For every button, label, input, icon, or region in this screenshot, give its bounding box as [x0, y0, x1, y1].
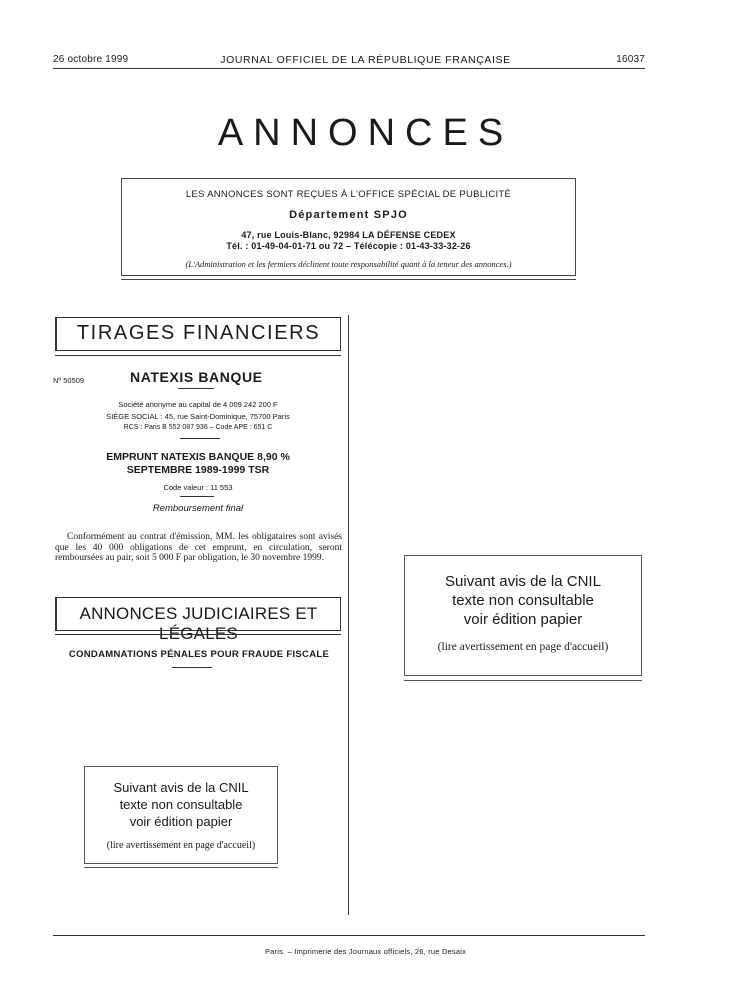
- code-underline: [180, 496, 214, 497]
- header-rule: [53, 68, 645, 69]
- emprunt-title-line1: EMPRUNT NATEXIS BANQUE 8,90 %: [106, 451, 290, 463]
- cnil-notice-box: [84, 766, 278, 864]
- company-name: NATEXIS BANQUE: [130, 369, 263, 385]
- info-address: 47, rue Louis-Blanc, 92984 LA DÉFENSE CEDEX: [241, 230, 456, 240]
- column-divider: [348, 315, 349, 915]
- section-heading-rule: [55, 355, 341, 356]
- company-rcs: RCS : Paris B 552 087 936 – Code APE : 651 C: [123, 424, 273, 431]
- emprunt-title-line2: SEPTEMBRE 1989-1999 TSR: [126, 464, 270, 476]
- company-siege: SIÈGE SOCIAL : 45, rue Saint-Dominique, 75700 Paris: [106, 412, 290, 421]
- info-department: Département SPJO: [289, 209, 408, 221]
- code-valeur: Code valeur : 11 553: [163, 483, 233, 492]
- cnil-line1: Suivant avis de la CNIL: [445, 573, 601, 590]
- page-title: ANNONCES: [217, 112, 514, 154]
- cnil-notice-box: [404, 555, 642, 676]
- notice-number: Nº 50509: [53, 376, 85, 385]
- journal-title: JOURNAL OFFICIEL DE LA RÉPUBLIQUE FRANÇAISE: [220, 54, 511, 66]
- section-heading-judiciaires: ANNONCES JUDICIAIRES ET LÉGALES: [55, 597, 341, 631]
- company-info-underline: [180, 438, 220, 439]
- company-capital: Société anonyme au capital de 4 009 242 200 F: [118, 400, 278, 409]
- footer-rule: [53, 935, 645, 936]
- cnil-line2: texte non consultable: [119, 797, 243, 812]
- notice-body: Conformément au contrat d'émission, MM. les obligataires sont avisés que les 40 000 obligations de cet emprunt, en circulation, seront remboursées au pair, soit 5 000 F par obligation, le 30 novembre 1999.: [55, 532, 342, 563]
- section-heading-rule: [55, 634, 341, 635]
- info-phone: Tél. : 01-49-04-01-71 ou 72 – Télécopie : 01-43-33-32-26: [226, 241, 471, 251]
- cnil-line2: texte non consultable: [452, 592, 594, 609]
- page-number: 16037: [616, 54, 645, 65]
- cnil-note: (lire avertissement en page d'accueil): [106, 840, 256, 851]
- section-subheading: CONDAMNATIONS PÉNALES POUR FRAUDE FISCALE: [68, 649, 330, 660]
- publicity-info-box: [121, 178, 576, 276]
- cnil-line3: voir édition papier: [463, 611, 583, 628]
- issue-date: 26 octobre 1999: [53, 54, 129, 65]
- cnil-box-rule: [404, 680, 642, 681]
- cnil-note: (lire avertissement en page d'accueil): [437, 641, 609, 653]
- cnil-line1: Suivant avis de la CNIL: [113, 780, 249, 795]
- info-disclaimer: (L'Administration et les fermiers déclinent toute responsabilité quant à la teneur des annonces.): [185, 259, 512, 269]
- printer-footer: Paris. – Imprimerie des Journaux officiels, 26, rue Desaix: [264, 947, 467, 956]
- remboursement-label: Remboursement final: [152, 503, 244, 514]
- section-heading-tirages: TIRAGES FINANCIERS: [55, 317, 341, 351]
- info-line-reception: LES ANNONCES SONT REÇUES À L'OFFICE SPÉCIAL DE PUBLICITÉ: [185, 189, 512, 200]
- subheading-underline: [172, 667, 212, 668]
- company-underline: [178, 388, 214, 389]
- cnil-line3: voir édition papier: [129, 814, 233, 829]
- info-box-double-rule: [121, 279, 576, 280]
- cnil-box-rule: [84, 867, 278, 868]
